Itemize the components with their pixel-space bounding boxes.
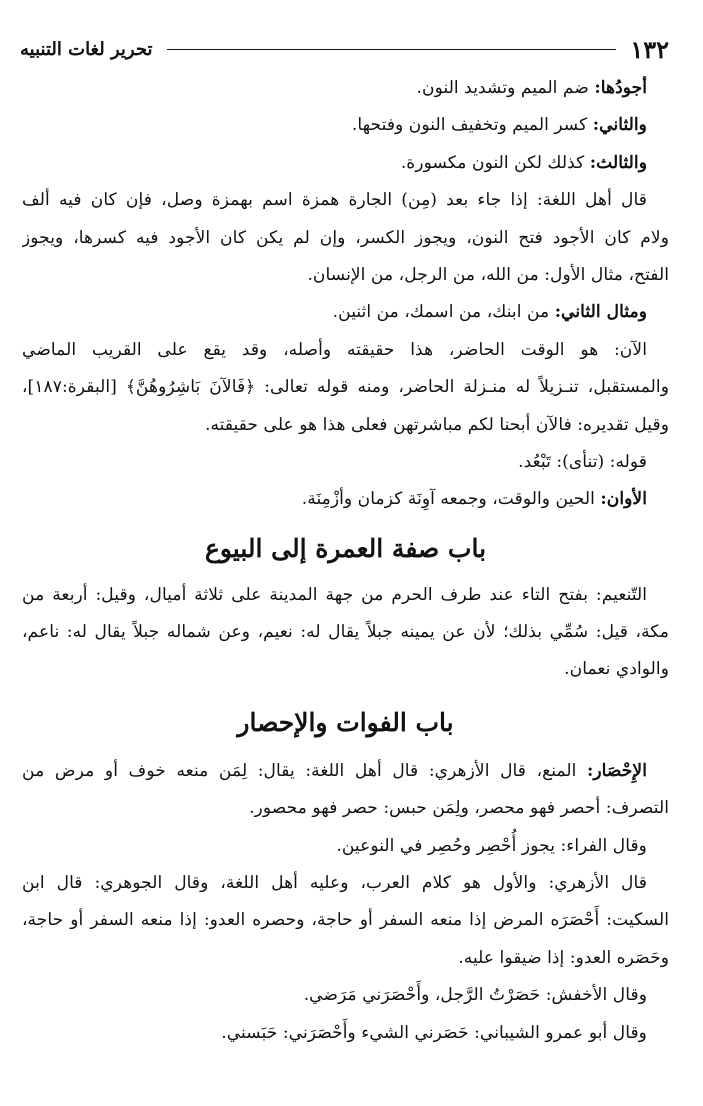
text-line: الفتح، مثال الأول: من الله، من الرجل، من الإنسان.	[307, 264, 669, 285]
text-line: مكة، قيل: سُمِّي بذلك؛ لأن عن يمينه جبلاً يقال له: نعيم، وعن شماله جبلاً يقال له: ناعم،	[22, 622, 669, 643]
text-line: الآن: هو الوقت الحاضر، هذا حقيقته وأصله، وقد يقع على القريب الماضي	[22, 339, 647, 360]
text-line: ومثال الثاني: من ابنك، من اسمك، من اثنين.	[332, 302, 647, 323]
term: ومثال الثاني:	[554, 302, 647, 323]
page-body	[22, 70, 669, 1052]
text-line: الأوان: الحين والوقت، وجمعه آوِنَة كزمان وأزْمِنَة.	[301, 489, 647, 510]
header-rule	[167, 49, 617, 50]
text-line: أجودُها: ضم الميم وتشديد النون.	[416, 78, 647, 98]
text-line: قوله: (تنأى): تَبْعُد.	[518, 451, 647, 472]
text-line: وقال أبو عمرو الشيباني: حَصَرني الشيء وأَحْصَرَني: حَبَسني.	[221, 1022, 647, 1043]
text-line: ولام كان الأجود فتح النون، ويجوز الكسر، وإن لم يكن كان الأجود فيه كسرها، ويجوز	[22, 227, 669, 248]
text-line: السكيت: أَحْصَرَه المرض إذا منعه السفر أو حاجة، وحصره العدو: إذا منعه السفر أو حاجة،	[22, 910, 669, 931]
page-number: ١٣٢	[630, 34, 669, 64]
text-line: والثالث: كذلك لكن النون مكسورة.	[400, 152, 647, 173]
term: والثاني:	[592, 115, 647, 136]
text-line: وقال الأخفش: حَصَرْتُ الرَّجل، وأَحْصَرَني مَرَضي.	[303, 985, 647, 1006]
term: الإِحْصَار:	[587, 760, 647, 781]
term: والثالث:	[589, 152, 647, 173]
term: أجودُها:	[594, 78, 647, 98]
text-line: الإِحْصَار: المنع، قال الأزهري: قال أهل اللغة: يقال: لِمَن منعه خوف أو مرض من	[22, 760, 647, 781]
text-line: قال أهل اللغة: إذا جاء بعد (مِن) الجارة همزة اسم بهمزة وصل، فإن كان فيه ألف	[22, 190, 647, 211]
text-line: قال الأزهري: والأول هو كلام العرب، وعليه أهل اللغة، وقال الجوهري: قال ابن	[22, 873, 647, 894]
term: قوله: (تنأى):	[556, 451, 647, 472]
section-heading: باب صفة العمرة إلى البيوع	[204, 533, 487, 563]
text-line: والثاني: كسر الميم وتخفيف النون وفتحها.	[351, 115, 647, 136]
text-line: وقيل تقديره: فالآن أبحنا لكم مباشرتهن فعلى هذا هو على حقيقته.	[204, 414, 669, 435]
text-line: والوادي نعمان.	[564, 659, 669, 680]
text-line: وقال الفراء: يجوز أُحْصِر وحُصِر في النوعين.	[336, 835, 647, 856]
text-line: وحَصَره العدو: إذا ضيقوا عليه.	[458, 947, 669, 968]
text-line: والمستقبل، تنـزيلاً له منـزلة الحاضر، ومنه قوله تعالى: ﴿فَالآنَ بَاشِرُوهُنَّ﴾ [البقرة:١٨٧]،	[22, 377, 669, 398]
section-heading: باب الفوات والإحصار	[237, 707, 454, 737]
running-title: تحرير لغات التنبيه	[20, 38, 153, 60]
page-header	[20, 32, 669, 66]
text-line: التصرف: أحصر فهو محصر، ولِمَن حبس: حصر فهو محصور.	[249, 798, 669, 819]
term: الأوان:	[600, 489, 647, 510]
text-line: التّنعيم: بفتح التاء عند طرف الحرم من جهة المدينة على ثلاثة أميال، وقيل: أربعة من	[22, 584, 647, 605]
